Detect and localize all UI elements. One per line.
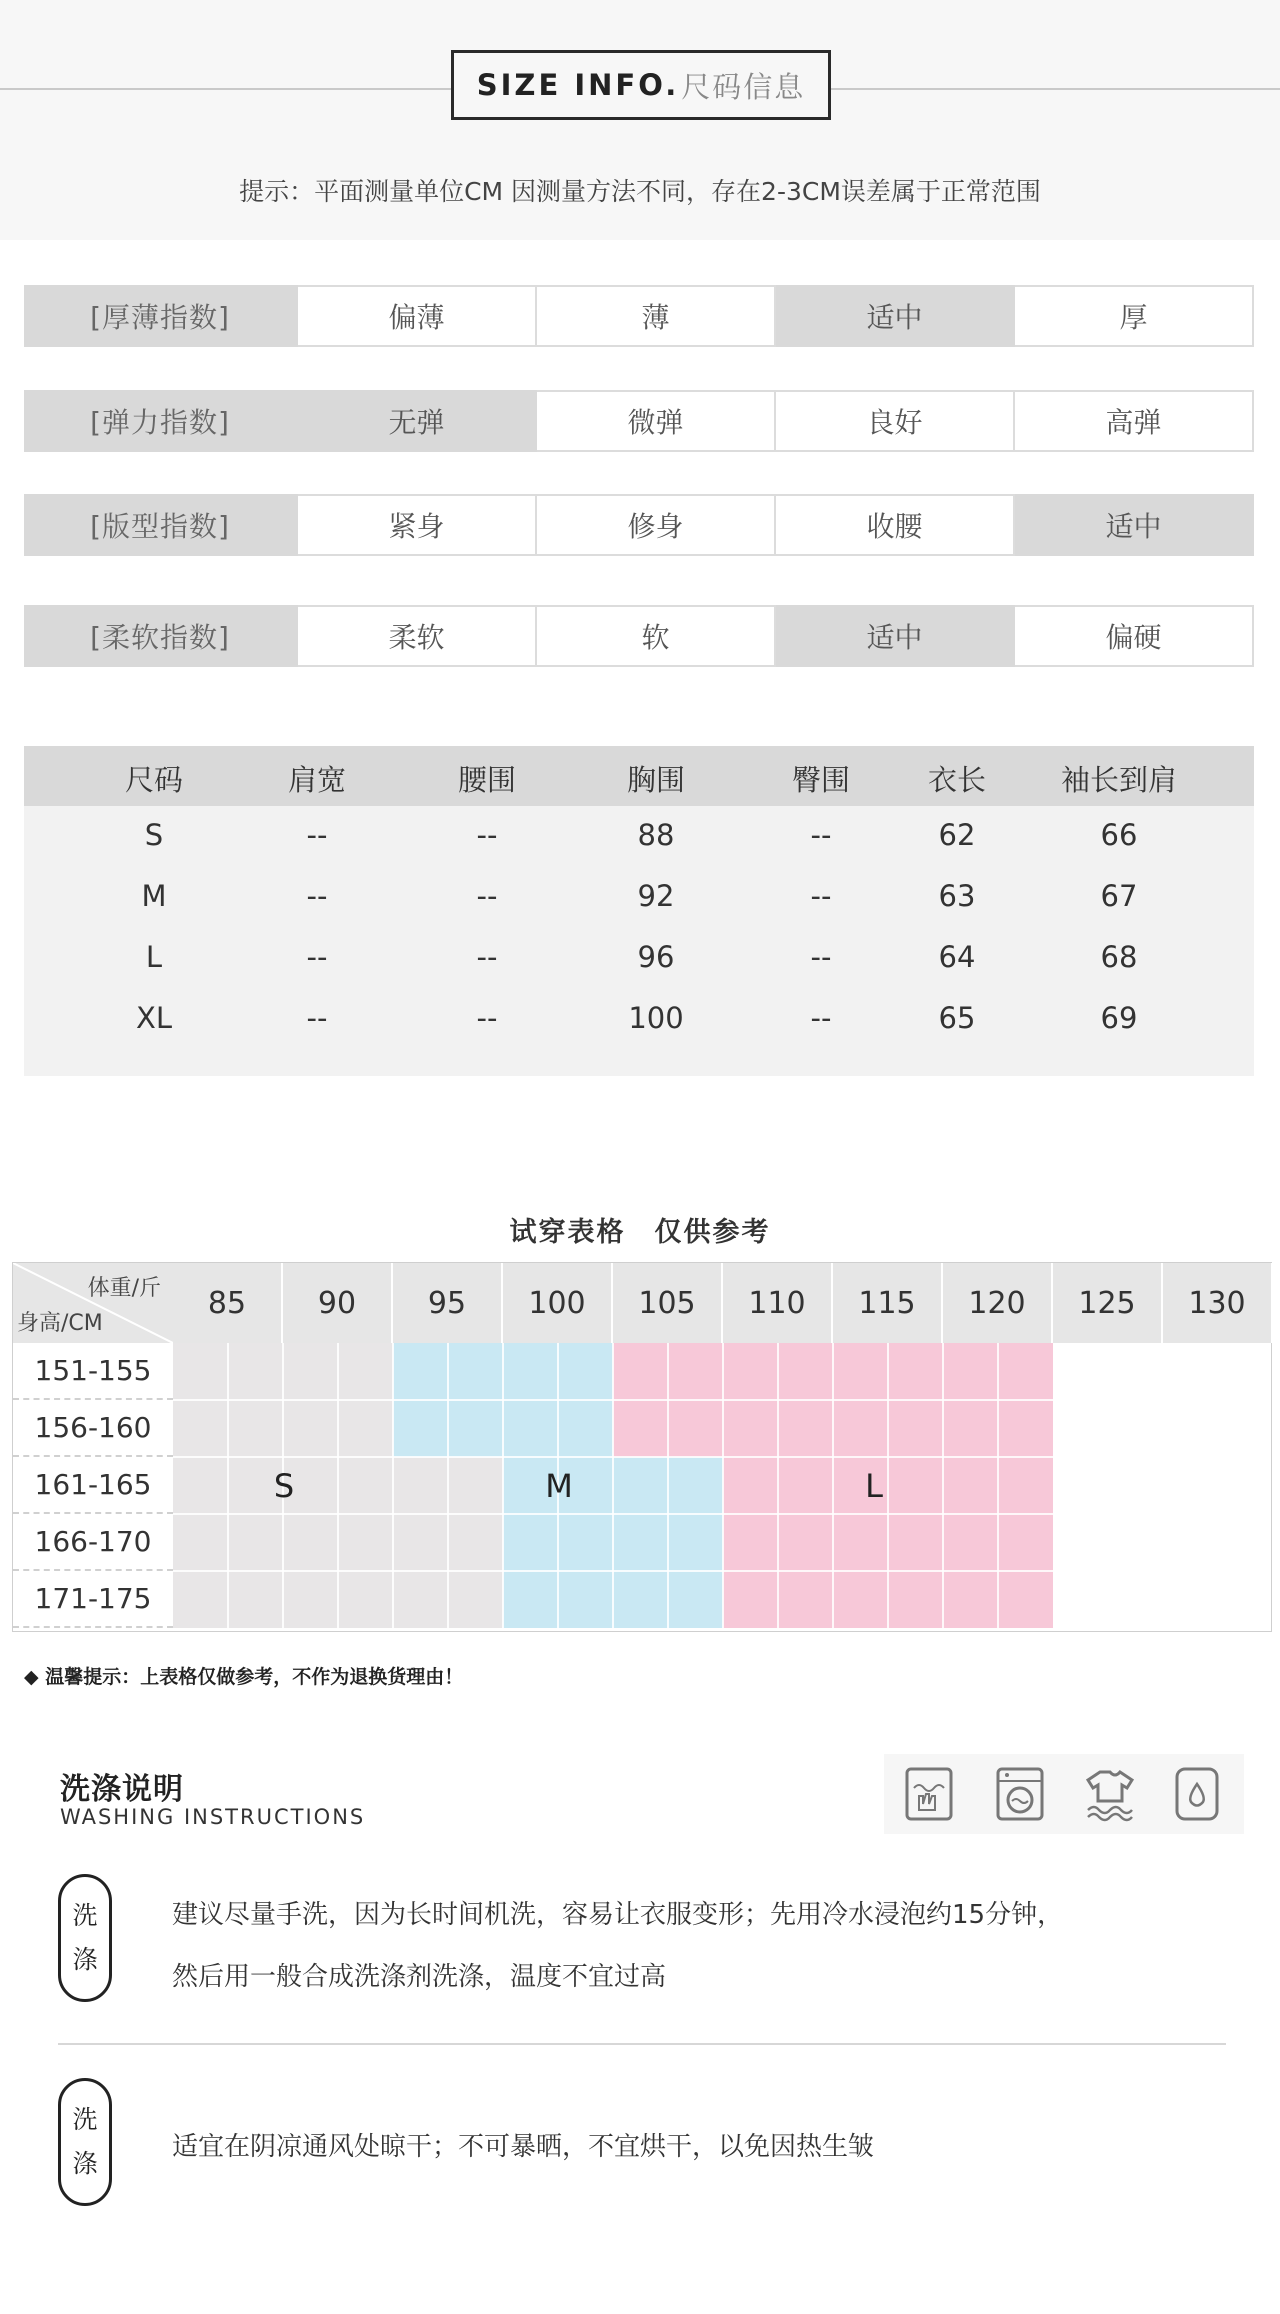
fit-grid-line [392,1343,394,1628]
fit-grid-line [173,1570,1053,1572]
fit-zone-label-l: L [865,1466,883,1505]
header-rule-right [831,88,1280,90]
fit-grid-line [502,1343,504,1628]
size-table-header-cell: 腰围 [457,763,517,797]
washing-instruction [172,1884,1232,2008]
index-row [24,390,1254,452]
index-row [24,285,1254,347]
index-row [24,605,1254,667]
index-option: 偏硬 [1015,605,1254,667]
washing-badge-char: 洗 [72,2105,98,2134]
size-table-cell: -- [306,879,328,913]
shirt-wash-icon [1082,1766,1138,1822]
size-table-cell: 100 [628,1001,684,1035]
size-table-cell: -- [810,940,832,974]
fit-table-title: 试穿表格 仅供参考 [509,1217,771,1248]
washing-badge-char: 涤 [72,1945,98,1974]
warm-tip: ◆ 温馨提示：上表格仅做参考，不作为退换货理由！ [24,1666,464,1688]
size-table-cell: 64 [938,940,976,974]
washing-badge-char: 洗 [72,1901,98,1930]
index-option-selected: 适中 [776,285,1015,347]
hand-wash-icon [904,1766,954,1822]
size-table-header-cell: 尺码 [124,763,184,797]
washing-instruction-line: 适宜在阴凉通风处晾干；不可暴晒，不宜烘干，以免因热生皱 [172,2132,875,2162]
fit-grid-line [173,1513,1053,1515]
fit-zone-label-s: S [273,1466,295,1505]
index-option-selected: 无弹 [298,390,537,452]
size-table-cell: -- [476,818,498,852]
fit-table-corner [13,1263,173,1343]
washing-machine-icon [995,1766,1045,1822]
index-row-label: [柔软指数] [24,605,298,667]
index-option: 紧身 [298,494,537,556]
size-table-cell: 92 [637,879,675,913]
index-option: 柔软 [298,605,537,667]
fit-grid-line [447,1343,449,1628]
size-table-cell: 67 [1100,879,1138,913]
index-option: 修身 [537,494,776,556]
fit-weight-header: 95 [393,1263,503,1343]
index-option: 微弹 [537,390,776,452]
fit-height-label: 156-160 [13,1400,173,1457]
fit-grid-line [722,1343,724,1628]
size-table-cell: -- [476,879,498,913]
size-table-cell: 66 [1100,818,1138,852]
size-table-header-cell: 胸围 [626,763,686,797]
index-option: 偏薄 [298,285,537,347]
page-title-en: SIZE INFO. [476,68,680,102]
index-option-selected: 适中 [1015,494,1254,556]
washing-instruction-line: 然后用一般合成洗涤剂洗涤，温度不宜过高 [172,1962,667,1992]
size-table-cell: M [141,879,167,913]
size-table-cell: XL [135,1001,173,1035]
size-table-header-cell: 袖长到肩 [1060,763,1178,797]
size-table-header-cell: 臀围 [791,763,851,797]
fit-grid-line [667,1343,669,1628]
fit-weight-header: 125 [1053,1263,1163,1343]
corner-height-label: 身高/CM [17,1311,103,1336]
fit-grid-line [832,1343,834,1628]
size-table-cell: S [144,818,164,852]
fit-table [12,1262,1272,1632]
size-table-header-cell: 肩宽 [287,763,347,797]
page-title-zh: 尺码信息 [681,69,806,104]
index-option: 厚 [1015,285,1254,347]
size-table-cell: L [145,940,163,974]
fit-height-label: 161-165 [13,1457,173,1514]
index-option: 良好 [776,390,1015,452]
header-rule-left [0,88,451,90]
size-table-cell: 69 [1100,1001,1138,1035]
size-table-cell: -- [810,1001,832,1035]
fit-grid-line [612,1343,614,1628]
fit-weight-header: 115 [833,1263,943,1343]
measurement-tip: 提示：平面测量单位CM 因测量方法不同，存在2-3CM误差属于正常范围 [239,177,1041,206]
fit-height-label: 166-170 [13,1514,173,1571]
index-option: 收腰 [776,494,1015,556]
fit-weight-header: 130 [1163,1263,1273,1343]
washing-badge [58,1874,112,2002]
fit-weight-header: 100 [503,1263,613,1343]
index-row [24,494,1254,556]
fit-grid-line [997,1343,999,1628]
size-table-cell: 88 [637,818,675,852]
size-table-cell: -- [306,1001,328,1035]
fit-weight-header: 120 [943,1263,1053,1343]
fit-weight-header: 85 [173,1263,283,1343]
size-table-cell: 65 [938,1001,976,1035]
index-option: 软 [537,605,776,667]
fit-grid-line [173,1399,1053,1401]
size-table-cell: -- [810,818,832,852]
size-table-cell: 63 [938,879,976,913]
size-table-cell: -- [306,940,328,974]
index-option: 高弹 [1015,390,1254,452]
washing-badge-char: 涤 [72,2149,98,2178]
size-table-cell: 96 [637,940,675,974]
page-title [451,50,831,120]
fit-height-label: 171-175 [13,1571,173,1628]
index-option: 薄 [537,285,776,347]
washing-divider [58,2043,1226,2045]
size-table [24,746,1254,1076]
index-option-selected: 适中 [776,605,1015,667]
index-row-label: [厚薄指数] [24,285,298,347]
size-table-cell: -- [306,818,328,852]
fit-height-label: 151-155 [13,1343,173,1400]
washing-instruction-line: 建议尽量手洗，因为长时间机洗，容易让衣服变形；先用冷水浸泡约15分钟， [172,1900,1064,1930]
size-table-cell: 68 [1100,940,1138,974]
fit-zone-label-m: M [545,1466,573,1505]
fit-weight-header: 105 [613,1263,723,1343]
fit-weight-header: 90 [283,1263,393,1343]
index-row-label: [版型指数] [24,494,298,556]
fit-grid-line [337,1343,339,1628]
water-drop-icon [1172,1766,1222,1822]
fit-grid-line [887,1343,889,1628]
size-table-cell: -- [476,940,498,974]
fit-grid-line [227,1343,229,1628]
index-row-label: [弹力指数] [24,390,298,452]
size-table-cell: 62 [938,818,976,852]
size-table-header-cell: 衣长 [927,763,987,797]
washing-subtitle: WASHING INSTRUCTIONS [60,1805,366,1829]
washing-instruction [172,2116,1232,2178]
size-table-cell: -- [810,879,832,913]
fit-grid-line [777,1343,779,1628]
fit-weight-header: 110 [723,1263,833,1343]
size-table-cell: -- [476,1001,498,1035]
fit-grid-line [942,1343,944,1628]
corner-weight-label: 体重/斤 [87,1276,161,1301]
fit-grid-line [173,1456,1053,1458]
washing-title: 洗涤说明 [60,1772,184,1807]
washing-badge [58,2078,112,2206]
